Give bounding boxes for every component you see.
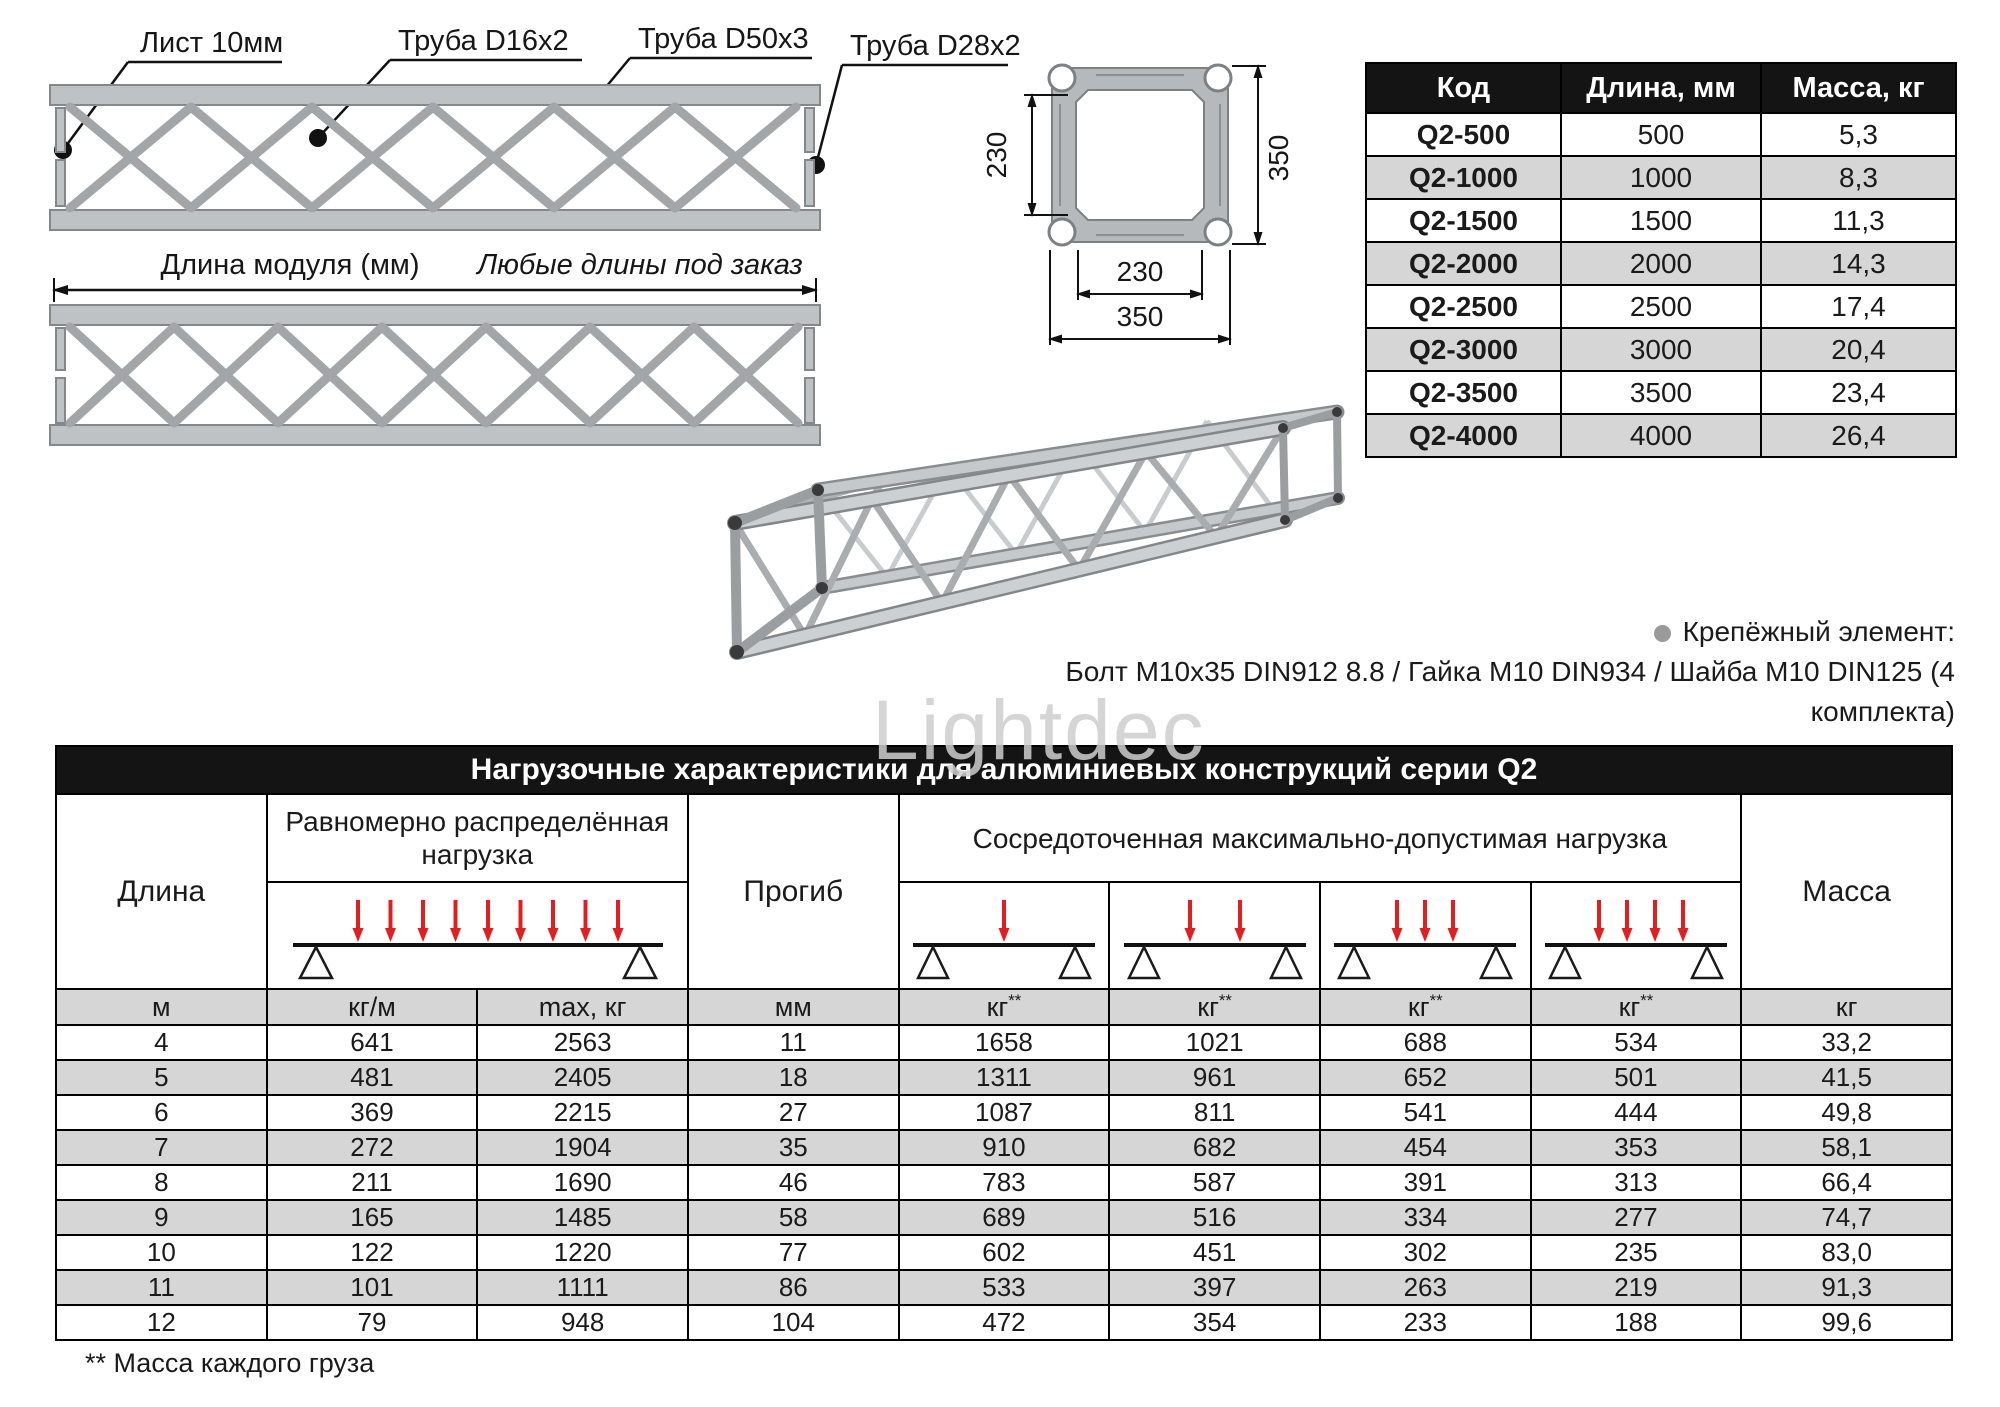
- corner-tube: [1049, 65, 1075, 91]
- table-row: 6 369 2215 27 1087 811 541 444 49,8: [56, 1095, 1952, 1130]
- table-row: 8 211 1690 46 783 587 391 313 66,4: [56, 1165, 1952, 1200]
- table-row: Q2-3000 3000 20,4: [1366, 328, 1956, 371]
- table-row: Q2-500 500 5,3: [1366, 113, 1956, 156]
- table-row: Q2-1500 1500 11,3: [1366, 199, 1956, 242]
- diagram-point-load-4: [1531, 882, 1742, 989]
- table-row: Q2-2000 2000 14,3: [1366, 242, 1956, 285]
- group-header-distributed: Равномерно распределённая нагрузка: [267, 794, 688, 882]
- gray-bullet-icon: [1654, 625, 1671, 642]
- table-row: 4 641 2563 11 1658 1021 688 534 33,2: [56, 1025, 1952, 1060]
- truss-1: [50, 85, 820, 230]
- table-row: 12 79 948 104 472 354 233 188 99,6: [56, 1305, 1952, 1340]
- diagram-point-load-2: [1109, 882, 1320, 989]
- dim-outer-width: 350: [1116, 301, 1164, 332]
- unit-kg-note: кг**: [1320, 989, 1531, 1025]
- diagram-point-load-1: [899, 882, 1110, 989]
- units-row: [56, 989, 1952, 1025]
- unit-kg: кг: [1741, 989, 1952, 1025]
- fastener-label-line: [1020, 612, 1955, 652]
- table-row: 10 122 1220 77 602 451 302 235 83,0: [56, 1235, 1952, 1270]
- table-row: 5 481 2405 18 1311 961 652 501 41,5: [56, 1060, 1952, 1095]
- table-title-row: [56, 746, 1952, 794]
- callout-dot: [309, 129, 327, 147]
- label-tube-d50: Труба D50x3: [638, 23, 809, 55]
- diagram-point-load-3: [1320, 882, 1531, 989]
- col-header-length: Длина: [56, 794, 267, 989]
- header-row-diagrams: [56, 882, 1952, 989]
- corner-tube: [1205, 219, 1231, 245]
- table-row: Q2-4000 4000 26,4: [1366, 414, 1956, 457]
- unit-max-kg: max, кг: [477, 989, 688, 1025]
- col-header-mass: Масса: [1741, 794, 1952, 989]
- table-row: Q2-3500 3500 23,4: [1366, 371, 1956, 414]
- table-row: Q2-2500 2500 17,4: [1366, 285, 1956, 328]
- unit-mm: мм: [688, 989, 899, 1025]
- size-table-header: [1366, 63, 1956, 113]
- col-header-deflection: Прогиб: [688, 794, 899, 989]
- col-header-mass: Масса, кг: [1761, 63, 1956, 113]
- cross-section-drawing: [975, 48, 1305, 358]
- unit-kg-note: кг**: [1109, 989, 1320, 1025]
- diagram-distributed-load: [267, 882, 688, 989]
- corner-tube: [1205, 65, 1231, 91]
- group-header-concentrated: Сосредоточенная максимально-допустимая нагрузка: [899, 794, 1742, 882]
- label-tube-d16: Труба D16x2: [398, 25, 569, 57]
- unit-kg-note: кг**: [899, 989, 1110, 1025]
- size-table: [1365, 62, 1957, 458]
- fastener-note: [1020, 612, 1955, 732]
- dim-inner-height: 230: [981, 131, 1012, 179]
- table-row: 7 272 1904 35 910 682 454 353 58,1: [56, 1130, 1952, 1165]
- unit-kg-per-m: кг/м: [267, 989, 478, 1025]
- footnote: ** Масса каждого груза: [85, 1348, 375, 1378]
- corner-tube: [1049, 219, 1075, 245]
- dim-inner-width: 230: [1116, 256, 1164, 287]
- table-row: 9 165 1485 58 689 516 334 277 74,7: [56, 1200, 1952, 1235]
- load-table-title: Нагрузочные характеристики для алюминиевых конструкций серии Q2: [56, 746, 1952, 794]
- table-row: Q2-1000 1000 8,3: [1366, 156, 1956, 199]
- unit-kg-note: кг**: [1531, 989, 1742, 1025]
- header-row-groups: [56, 794, 1952, 882]
- col-header-code: Код: [1366, 63, 1561, 113]
- table-row: 11 101 1111 86 533 397 263 219 91,3: [56, 1270, 1952, 1305]
- label-tube-d28: Труба D28x2: [850, 30, 1021, 62]
- watermark: Lightdec: [872, 683, 1206, 777]
- label-module-length: Длина модуля (мм): [160, 249, 420, 281]
- fastener-label: Крепёжный элемент:: [1682, 616, 1955, 647]
- dim-outer-height: 350: [1263, 134, 1294, 182]
- label-custom-length: Любые длины под заказ: [477, 249, 803, 281]
- col-header-length: Длина, мм: [1561, 63, 1761, 113]
- fastener-detail: Болт M10x35 DIN912 8.8 / Гайка M10 DIN934 / Шайба M10 DIN125 (4 комплекта): [1065, 656, 1955, 727]
- unit-m: м: [56, 989, 267, 1025]
- frame-ring: [1052, 68, 1228, 242]
- label-sheet-10mm: Лист 10мм: [140, 27, 284, 59]
- load-characteristics-table: [55, 745, 1953, 1341]
